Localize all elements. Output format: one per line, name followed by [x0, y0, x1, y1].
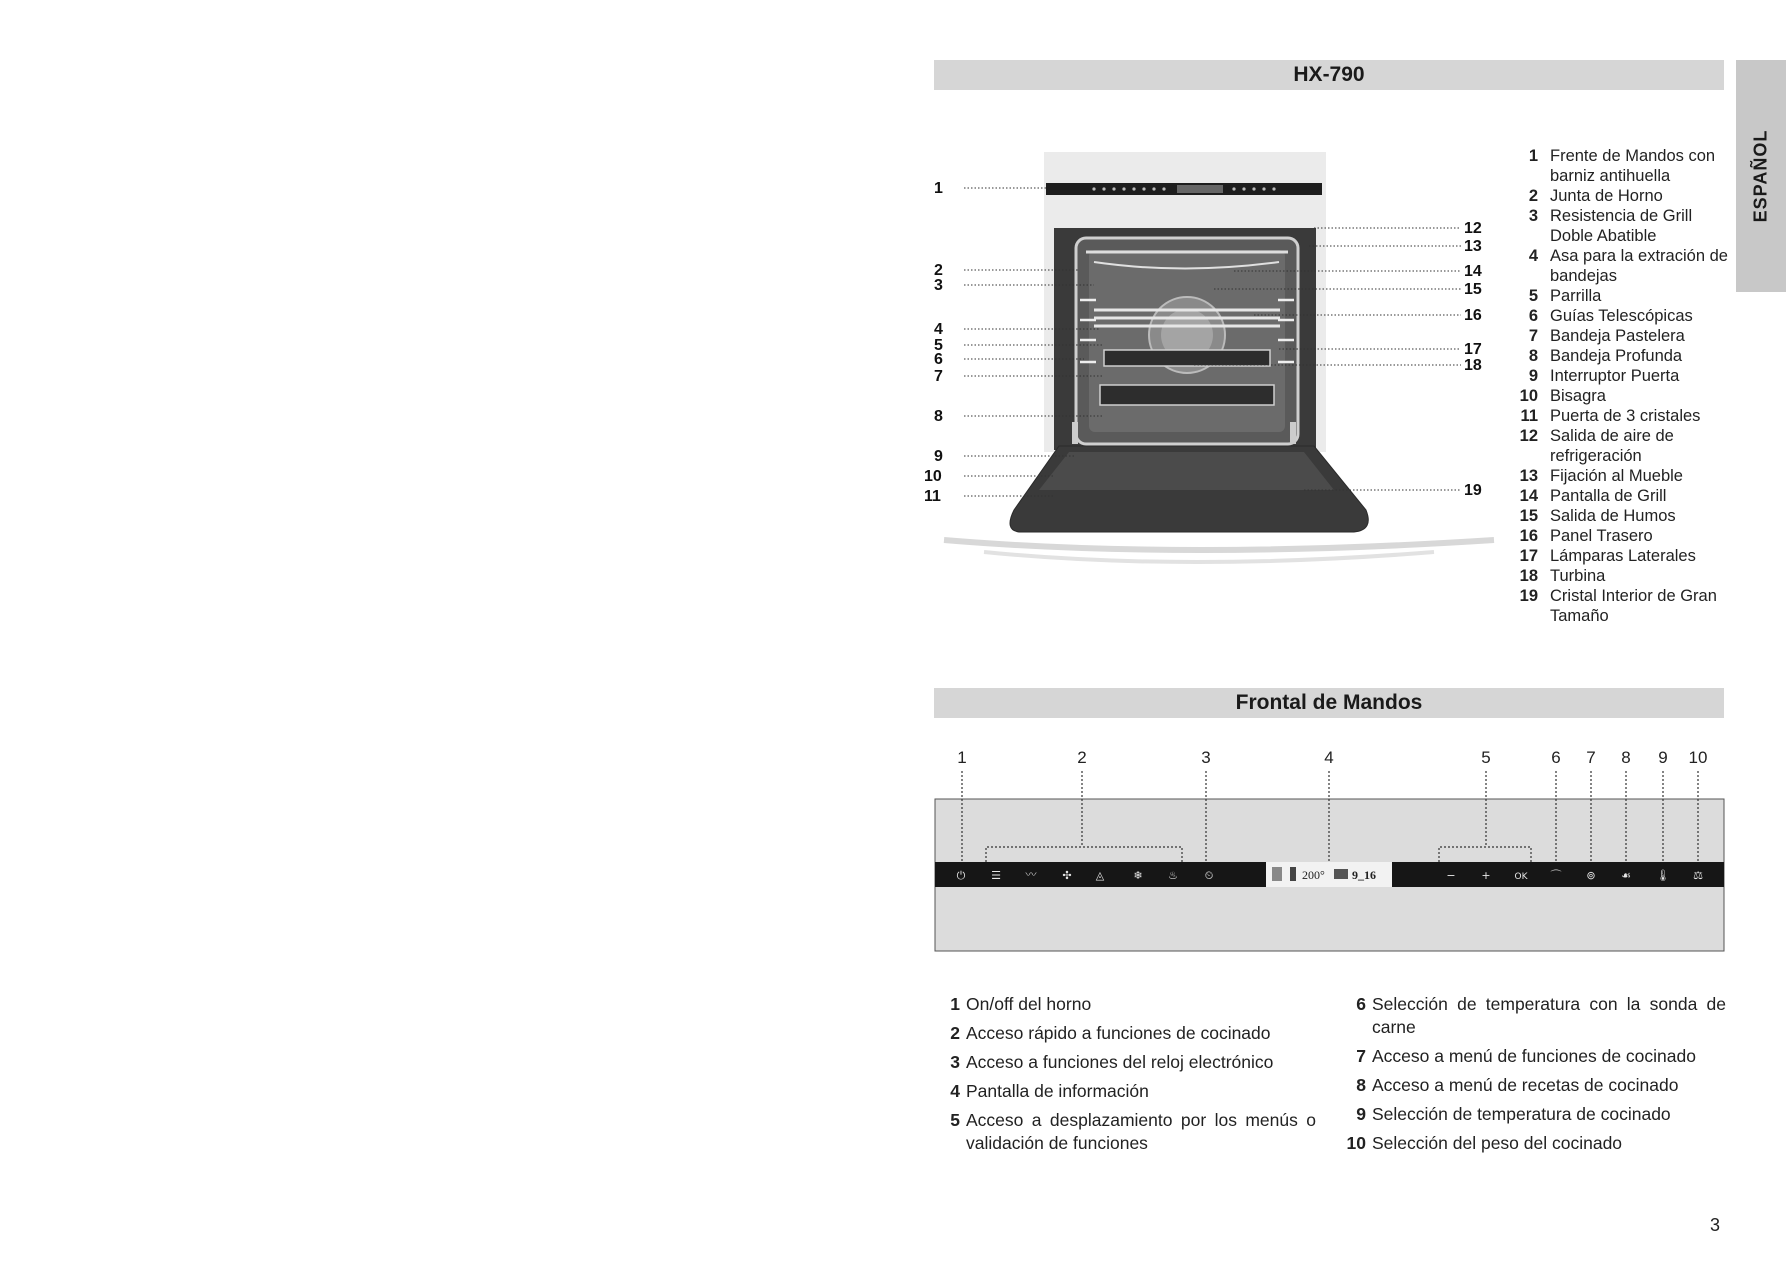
legend-item: 13 Fijación al Mueble	[1519, 467, 1683, 485]
bottom-heat-icon[interactable]: ♨	[1168, 869, 1178, 882]
legend-item: 8 Acceso a menú de recetas de cocinado	[1356, 1075, 1679, 1095]
model-title-bar	[934, 60, 1724, 90]
model-title: HX-790	[1293, 63, 1365, 86]
deep-tray	[1100, 385, 1274, 405]
callout-18: 18	[1464, 357, 1482, 374]
callout-12: 12	[1464, 220, 1482, 237]
callout-6: 6	[934, 351, 943, 368]
legend-item: 2 Acceso rápido a funciones de cocinado	[950, 1023, 1271, 1043]
legend-item: 17 Lámparas Laterales	[1519, 547, 1696, 565]
callout-14: 14	[1464, 263, 1482, 280]
panel-callout-10: 10	[1688, 748, 1708, 767]
controls-legend-right	[1348, 993, 1726, 1161]
clock-icon[interactable]: ⏲	[1204, 869, 1214, 882]
callout-7: 7	[934, 368, 943, 385]
legend-item: 2 Junta de Horno	[1528, 187, 1663, 205]
callout-11: 11	[924, 488, 941, 505]
thermometer-icon[interactable]: 🌡	[1656, 869, 1670, 882]
callout-19: 19	[1464, 482, 1482, 499]
callout-1: 1	[934, 180, 943, 197]
display-program: 9_16	[1352, 868, 1376, 882]
panel-callout-6: 6	[1551, 748, 1561, 767]
legend-item: 7 Acceso a menú de funciones de cocinado	[1356, 1046, 1696, 1066]
legend-item: 19 Cristal Interior de Gran Tamaño	[1519, 587, 1717, 625]
control-panel-diagram	[934, 745, 1726, 955]
controls-legend-left	[946, 993, 1316, 1161]
ok-icon[interactable]: OK	[1514, 872, 1528, 882]
language-tab	[1736, 60, 1786, 292]
panel-callout-5: 5	[1481, 748, 1491, 767]
page-number: 3	[1710, 1215, 1721, 1235]
callout-5: 5	[934, 337, 943, 354]
legend-item: 3 Acceso a funciones del reloj electrónico	[950, 1052, 1274, 1072]
legend-item: 1 Frente de Mandos con barniz antihuella	[1528, 147, 1716, 185]
callout-10: 10	[924, 468, 942, 485]
panel-callout-2: 2	[1077, 748, 1087, 767]
plus-icon[interactable]: +	[1481, 869, 1491, 882]
legend-item: 4 Asa para la extración de bandejas	[1528, 247, 1728, 285]
panel-callout-1: 1	[957, 748, 967, 767]
legend-item: 16 Panel Trasero	[1519, 527, 1653, 545]
language-tab-label: ESPAÑOL	[1750, 129, 1771, 223]
oven-diagram	[924, 140, 1504, 580]
panel-callout-4: 4	[1324, 748, 1334, 767]
legend-item: 5 Parrilla	[1528, 287, 1602, 305]
callout-13: 13	[1464, 238, 1482, 255]
cooking-menu-icon[interactable]: ⊚	[1586, 869, 1596, 882]
legend-item: 9 Interruptor Puerta	[1528, 367, 1680, 385]
legend-item: 6 Guías Telescópicas	[1528, 307, 1693, 325]
callout-17: 17	[1464, 341, 1482, 358]
legend-item: 4 Pantalla de información	[950, 1081, 1149, 1101]
weight-icon[interactable]: ⚖	[1693, 869, 1703, 882]
callout-2: 2	[934, 262, 943, 279]
legend-item: 1 On/off del horno	[950, 994, 1092, 1014]
legend-item: 14 Pantalla de Grill	[1519, 487, 1667, 505]
fan-icon[interactable]: ✣	[1062, 869, 1072, 882]
legend-item: 3 Resistencia de Grill Doble Abatible	[1528, 207, 1693, 245]
callout-9: 9	[934, 448, 943, 465]
legend-item: 7 Bandeja Pastelera	[1528, 327, 1685, 345]
top-bottom-heat-icon[interactable]: ☰	[991, 869, 1001, 882]
legend-item: 9 Selección de temperatura de cocinado	[1356, 1104, 1671, 1124]
callout-3: 3	[934, 277, 943, 294]
parts-legend	[1508, 146, 1732, 626]
legend-item: 15 Salida de Humos	[1519, 507, 1676, 525]
minus-icon[interactable]: −	[1446, 869, 1456, 882]
panel-callout-3: 3	[1201, 748, 1211, 767]
panel-callout-9: 9	[1658, 748, 1668, 767]
recipe-menu-icon[interactable]: ☙	[1621, 869, 1631, 882]
display-temperature: 200°	[1302, 868, 1325, 882]
pizza-icon[interactable]: ◬	[1095, 869, 1105, 882]
legend-item: 8 Bandeja Profunda	[1528, 347, 1683, 365]
callout-4: 4	[934, 321, 943, 338]
legend-item: 18 Turbina	[1519, 567, 1606, 585]
legend-item: 10 Bisagra	[1519, 387, 1606, 405]
power-icon[interactable]: ⏻	[956, 869, 966, 882]
legend-item: 12 Salida de aire de refrigeración	[1519, 427, 1674, 465]
defrost-icon[interactable]: ❄	[1133, 869, 1143, 882]
control-section-bar	[934, 688, 1724, 718]
callout-8: 8	[934, 408, 943, 425]
legend-item: 11 Puerta de 3 cristales	[1520, 407, 1701, 425]
legend-item: 5 Acceso a desplazamiento por los menús o validación de funciones	[950, 1110, 1316, 1153]
legend-item: 10 Selección del peso del cocinado	[1346, 1133, 1623, 1153]
callout-15: 15	[1464, 281, 1482, 298]
meat-probe-icon[interactable]: ⌒	[1550, 869, 1562, 882]
control-section-title: Frontal de Mandos	[1235, 691, 1423, 714]
baking-tray	[1104, 350, 1270, 366]
panel-callout-8: 8	[1621, 748, 1631, 767]
callout-16: 16	[1464, 307, 1482, 324]
legend-item: 6 Selección de temperatura con la sonda de carne	[1356, 994, 1726, 1037]
panel-callout-7: 7	[1586, 748, 1596, 767]
grill-icon[interactable]: 〰	[1025, 868, 1037, 881]
